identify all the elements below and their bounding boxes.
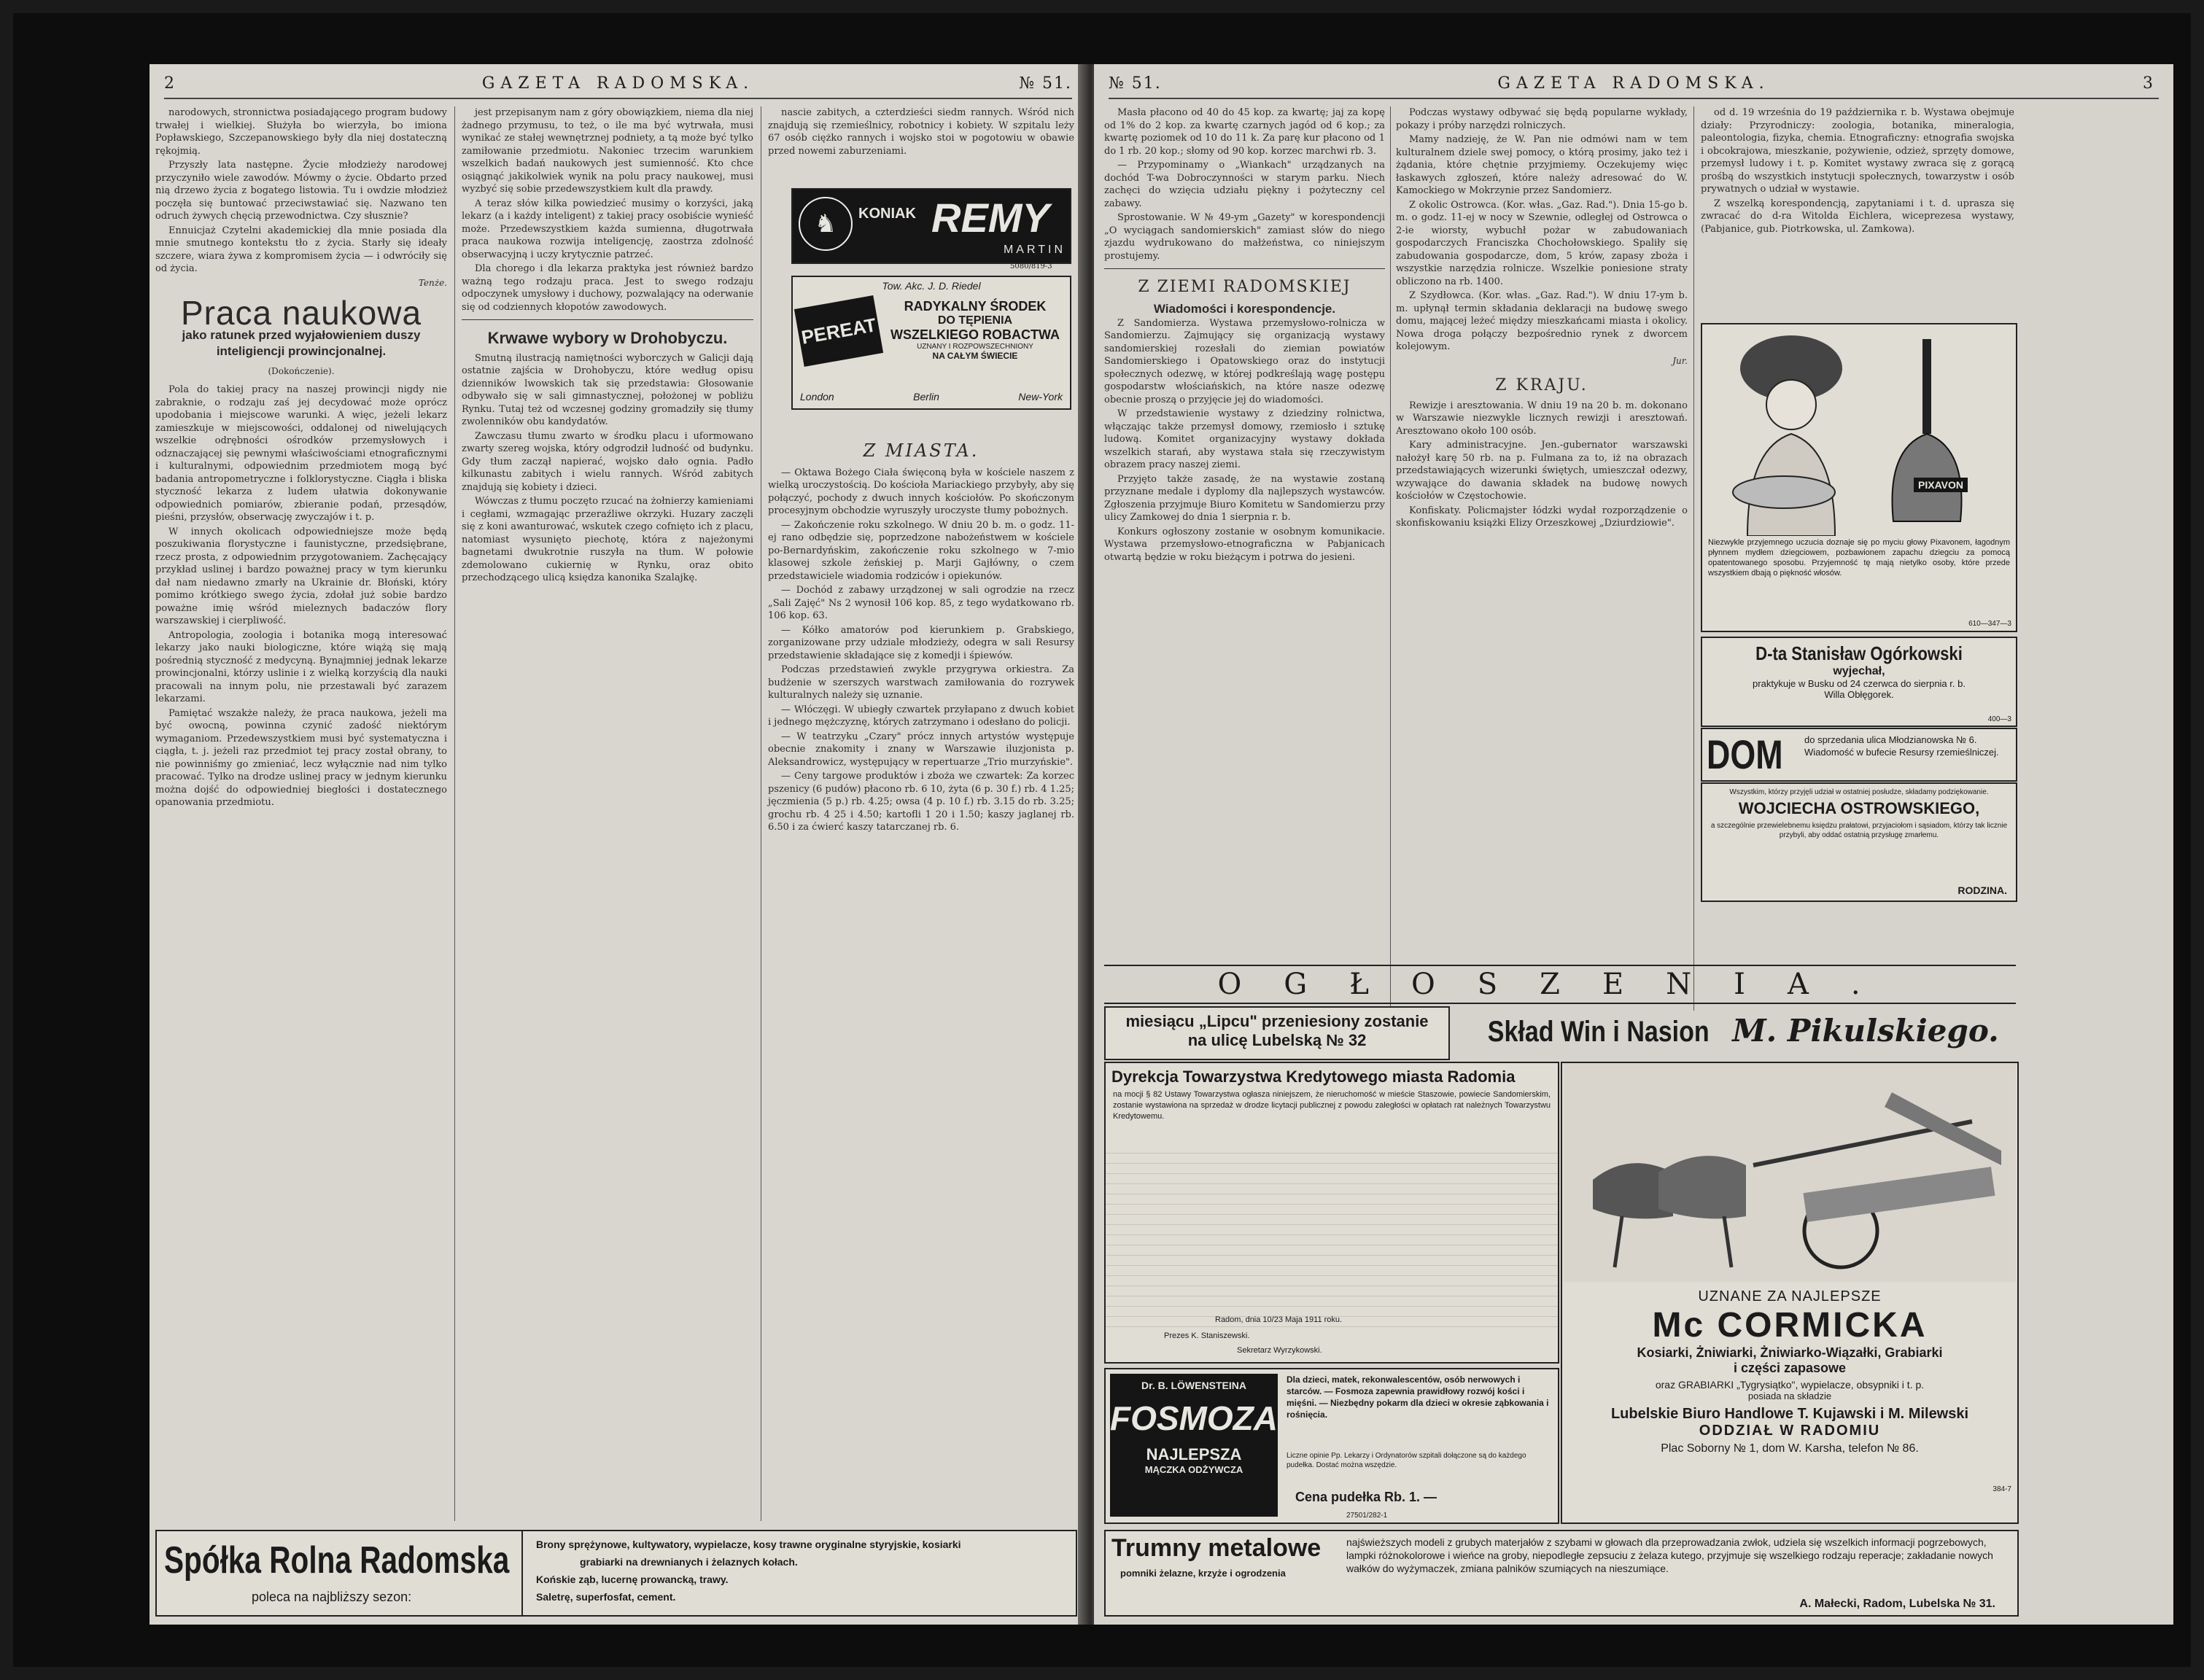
paragraph: Z Szydłowca. (Kor. włas. „Gaz. Rad."). W dniu 17-ym b. m. upłynął termin składania deklaracji na budowę swego domu, mającej leżeć między mieszkańcami miasta i okolicy. Nowa droga połączy bezpośrednio rynek z dworcem kolejowym. bbox=[1396, 290, 1688, 352]
pixavon-caption: Niezwykle przyjemnego uczucia doznaje się po myciu głowy Pixavonem, łagodnym płynnem mydłem dziegciowem, pozbawionem zapachu dziegciu za pomocą opatentowanego sposobu. Przyjemność tę mają nietylko osoby, które przede wszystkiem dbają o piękność włosów. bbox=[1708, 538, 2010, 578]
page-header bbox=[164, 74, 1072, 99]
paragraph: — W teatrzyku „Czary" prócz innych artystów występuje obecnie znakomity i znany w Warszawie iluzjonista p. Aleksandrowicz, występujący w repertuarze „Trio murzyńskie". bbox=[768, 731, 1074, 768]
fosmoza-brand: Dr. B. LÖWENSTEINA bbox=[1141, 1380, 1246, 1391]
column-2 bbox=[1396, 106, 1688, 1025]
newspaper-page-left bbox=[150, 64, 1087, 1625]
paragraph: Z wszelką korespondencją, zapytaniami i t. d. uprasza się zwracać do d-ra Witolda Eichlera, wiceprezesa wystawy, (Pabjanice, gub. Piotrkowska, ul. Zamkowa). bbox=[1701, 198, 2014, 235]
relocation-line: na ulicę Lubelską № 32 bbox=[1187, 1031, 1367, 1049]
credit-society-notice bbox=[1104, 1062, 1559, 1364]
ad-code: 400—3 bbox=[1987, 715, 2011, 723]
remy-sub: MARTIN bbox=[1003, 244, 1066, 256]
remy-martin-ad bbox=[791, 188, 1071, 264]
harvester-illustration bbox=[1564, 1063, 2016, 1282]
divider bbox=[462, 319, 753, 320]
spolka-rolna-ad bbox=[155, 1530, 1077, 1617]
notice-intro: Wszystkim, którzy przyjęli udział w ostatniej posłudze, składamy podziękowanie. bbox=[1729, 788, 1989, 796]
section-heading: Z ZIEMI RADOMSKIEJ bbox=[1138, 278, 1351, 296]
mccormick-address: Plac Soborny № 1, dom W. Karsha, telefon № 86. bbox=[1661, 1442, 1919, 1455]
relocation-line: miesiącu „Lipcu" przeniesiony zostanie bbox=[1125, 1012, 1429, 1030]
fosmoza-small: Liczne opinie Pp. Lekarzy i Ordynatorów szpitali dołączone są do każdego pudełka. Dostać można wszędzie. bbox=[1287, 1452, 1526, 1469]
announcements-banner: OGŁOSZENIA. bbox=[1104, 965, 2016, 1004]
page-header bbox=[1109, 74, 2159, 99]
paragraph: Z okolic Ostrowca. (Kor. włas. „Gaz. Rad."). Dnia 15-go b. m. o godz. 11-ej w nocy w Szewnie, odległej od Ostrowca o 2-ie wiorsty, wybuchł pożar w zabudowaniach gospodarczych Franciszka Chochołowskiego. Spaliły się zabudowania gospodarcze, dom, 5 krów, zapasy zboża i wszystkie narzędzia rolnicze. Wszelkie poniesione straty obliczono na rb. 1400. bbox=[1396, 199, 1688, 287]
notice-title: Dyrekcja Towarzystwa Kredytowego miasta Radomia bbox=[1111, 1068, 1516, 1086]
mccormick-name: Mc CORMICKA bbox=[1652, 1306, 1928, 1345]
ad-code: 610—347—3 bbox=[1968, 620, 2011, 628]
paragraph: — Oktawa Bożego Ciała święconą była w kościele naszem z wielką uroczystością. Do kościoła Mariackiego przybyły, aby się połączyć, pochody z dwuch innych kościołów. Po skończonym procesyjnym obchodzie wyruszyły uroczyste tłumy pobożnych. bbox=[768, 467, 1074, 516]
paragraph: — Kółko amatorów pod kierunkiem p. Grabskiego, zorganizowane przy udziale młodzieży, odegra w sali Resursy przedstawienie składające się z komedji i śpiewów. bbox=[768, 624, 1074, 661]
paragraph: narodowych, stronnictwa posiadającego program budowy trwałej i wielkiej. Służyła bo wierzyła, bo imiona Popławskiego, Szczepanowskiego były dla niej dostateczną rękojmią. bbox=[155, 107, 447, 157]
fosmoza-price: Cena pudełka Rb. 1. — bbox=[1295, 1490, 1437, 1504]
spolka-line: Saletrę, superfosfat, cement. bbox=[536, 1591, 676, 1603]
notice-sign: RODZINA. bbox=[1957, 884, 2007, 896]
trumny-firm: A. Małecki, Radom, Lubelska № 31. bbox=[1799, 1598, 1995, 1610]
doctor-line: wyjechał, bbox=[1833, 665, 1885, 677]
pereat-city: Berlin bbox=[913, 391, 939, 402]
notice-name: WOJCIECHA OSTROWSKIEGO, bbox=[1738, 799, 1980, 817]
paragraph: W przedstawienie wystawy z dziedziny rolnictwa, włączając także przemysł domowy, rzemiosło i sztukę ludową. Komitet organizacyjny wystawy dokłada wszelkich starań, aby wystawa stała się rzeczywistym obrazem pracy naszej ziemi. bbox=[1104, 408, 1385, 470]
remy-brand: KONIAK bbox=[858, 206, 916, 222]
column-2 bbox=[462, 106, 753, 1521]
column-rule bbox=[1390, 106, 1391, 1011]
paragraph: od d. 19 września do 19 października r. b. Wystawa obejmuje działy: Przyrodniczy: zoologia, botanika, mineralogia, paleontologia, fizyka, chemia. Etnograficzny: etnografia swojska i obcokrajowa, mieszkanie, pożywienie, odzież, sprzęty domowe, przemysł ludowy i t. p. Komitet wystawy zwraca się z gorącą prośbą do wszystkich instytucji społecznych, towarzystw i osób prywatnych o udział w wystawie. bbox=[1701, 107, 2014, 195]
paragraph: Konkurs ogłoszony zostanie w osobnym komunikacie. Wystawa przemysłowo-etnograficzna w Pabjanicach otwartą będzie w roku bieżącym i potrwa do jesieni. bbox=[1104, 526, 1385, 563]
mccormick-line: oraz GRABIARKI „Tygrysiątko", wypielacze, obsypniki i t. p. bbox=[1655, 1379, 1925, 1391]
paragraph: Podczas przedstawień zwykle przygrywa orkiestra. Za budżenie w szerszych warstwach zamiłowania do rozrywek kulturalnych należy się uznanie. bbox=[768, 664, 1074, 701]
remy-name: REMY bbox=[931, 195, 1049, 241]
relocation-ad bbox=[1104, 1006, 1450, 1060]
paragraph: Masła płacono od 40 do 45 kop. za kwartę; jaj za kopę od 1% do 2 kop. za kwartę czarnych jagód od 6 kop.; za kwartę poziomek od 10 do 11 k. Za parę kur płacono od 1 do 1 rb. 20 kop.; słomy od 90 kop. korzec marchwi rb. 3. bbox=[1104, 107, 1385, 157]
shop-name: Skład Win i Nasion bbox=[1488, 1016, 1710, 1048]
column-rule bbox=[1693, 106, 1694, 1011]
pixavon-ad bbox=[1701, 323, 2017, 632]
pereat-line: WSZELKIEGO ROBACTWA bbox=[890, 327, 1060, 342]
paragraph: Konfiskaty. Policmajster łódzki wydał rozporządzenie o skonfiskowaniu książki Elizy Orzeszkowej „Dziurdziowie". bbox=[1396, 505, 1688, 529]
doctor-line: praktykuje w Busku od 24 czerwca do sierpnia r. b. bbox=[1753, 678, 1966, 689]
paragraph: Ennuicjaż Czytelni akademickiej dla mnie posiada dla mnie smutnego kontekstu tło z życia. Starły się ideały szczere, wiara żywa z kompromisem życia — i odwróciły się od życia. bbox=[155, 225, 447, 274]
article-subheading: jako ratunek przed wyjałowieniem duszy inteligiencji prowincjonalnej. bbox=[182, 327, 421, 358]
section-heading: Z MIASTA. bbox=[863, 440, 979, 461]
notice-text: a szczególnie przewielebnemu księdzu prałatowi, przyjaciołom i sąsiadom, którzy tak licznie przybyli, aby oddać ostatnią przysługę zmarłemu. bbox=[1710, 822, 2008, 839]
fosmoza-text: Dla dzieci, matek, rekonwalescentów, osób nerwowych i starców. — Fosmoza zapewnia prawidłowy rozwój kości i mięśni. — Niezbędny pokarm dla dzieci w okresie ząbkowania i rośnięcia. bbox=[1287, 1374, 1549, 1420]
mccormick-ad bbox=[1561, 1062, 2019, 1524]
doctor-name: D-ta Stanisław Ogórkowski bbox=[1755, 642, 1963, 664]
notice-secretary: Sekretarz Wyrzykowski. bbox=[1237, 1346, 1322, 1355]
fosmoza-slogan: NAJLEPSZA bbox=[1146, 1445, 1242, 1463]
paragraph: Wówczas z tłumu poczęto rzucać na żołnierzy kamieniami i cegłami, wzmagając przeraźliwe okrzyki. Huzary zaczęli się z koni awanturować, wskutek czego cofnięto ich z placu, natomiast wysunięto piechotę, która z najeżonymi bagnetami dwukrotnie ruszyła na tłum. W połowie zdemolowano cukiernię w Rynku, oraz obito przechodzącego ulicą księdza kanonika Szalajkę. bbox=[462, 496, 753, 583]
column-rule bbox=[454, 106, 455, 1521]
paragraph: Pamiętać wszakże należy, że praca naukowa, jeżeli ma być owocną, powinna czynić zadość niektórym wymaganiom. Przedewszystkiem musi być systematyczna i ciągła, t. j. jeżeli raz przedmiot tej pracy został obrany, to nie powinniśmy go zmieniać, lecz wyłącznie nad nim tylko pracować. Tylko na drodze uslinej pracy w jednym kierunku można dojść do odpowiedniej biegłości i dostatecznego opanowania przedmiotu. bbox=[155, 707, 447, 808]
horse-logo-icon: ♞ bbox=[799, 197, 853, 251]
pereat-city: New-York bbox=[1018, 391, 1063, 402]
section-heading: Z KRAJU. bbox=[1495, 376, 1588, 394]
notice-prezes: Prezes K. Staniszewski. bbox=[1164, 1331, 1250, 1340]
continued-note: (Dokończenie). bbox=[268, 365, 335, 376]
divider bbox=[1104, 268, 1385, 269]
paragraph: Dla chorego i dla lekarza praktyka jest również bardzo ważną tego rodzaju praca. Jest to swego rodzaju odpoczynek umysłowy i duchowy, pozwalający na oderwanie się od codziennych kłopotów zawodowych. bbox=[462, 263, 753, 313]
pereat-line: NA CAŁYM ŚWIECIE bbox=[932, 351, 1018, 361]
paragraph: — Dochód z zabawy urządzonej w sali ogrodzie na rzecz „Sali Zajęć" Ns 2 wynosił 106 kop. 85, z tego wydatkowano rb. 106 kop. 63. bbox=[768, 585, 1074, 621]
masthead-title: GAZETA RADOMSKA. bbox=[1497, 74, 1770, 93]
notice-date: Radom, dnia 10/23 Maja 1911 roku. bbox=[1215, 1315, 1343, 1324]
page-number: 3 bbox=[2143, 74, 2159, 93]
shop-owner: M. Pikulskiego. bbox=[1732, 1013, 1999, 1049]
pereat-line: UZNANY I ROZPOWSZECHNIONY bbox=[917, 343, 1033, 351]
paragraph: Przyjęto także zasadę, że na wystawie zostaną przyznane medale i dyplomy dla najlepszych wystawców. Zgłoszenia przyjmuje Biuro Komitetu w Sandomierzu przy ulicy Zamkowej do dnia 1 sierpnia r. b. bbox=[1104, 473, 1385, 523]
paragraph: Pola do takiej pracy na naszej prowincji nigdy nie zabraknie, o rodzaju zaś jej decydować może oprócz upodobania i miejscowe warunki. A więc, jeżeli lekarz zamieszkuje w miejscowości, oddalonej od niwelujących wszelkie odrębności ośrodków przemysłowych i odznaczającej się pewnymi właściwościami etnograficznymi i kulturalnymi, odpowiednim przedmiotem mogą być badania antropometryczne i folklorystyczne. Ciągła i bliska styczność lekarza z ludem ułatwia dokonywanie odpowiednich pomiarów, zbieranie podań, przesądów, pieśni, przysłów, obserwację zwyczajów i t. p. bbox=[155, 384, 447, 523]
paragraph: Smutną ilustracją namiętności wyborczych w Galicji dają ostatnie zajścia w Drohobyczu, które według opisu dzienników lwowskich tak się przedstawia: Głosowanie odbywało się w sali gimnastycznej, położonej w pobliżu Rynku. Tutaj też od wczesnej godziny gromadziły się tłumy zwolenników obu kandydatów. bbox=[462, 352, 753, 427]
spolka-line: grabiarki na drewnianych i żelaznych kołach. bbox=[580, 1556, 798, 1568]
column-1 bbox=[155, 106, 447, 1521]
wine-shop-ad bbox=[1451, 1006, 2016, 1057]
paragraph: Z Sandomierza. Wystawa przemysłowo-rolnicza w Sandomierzu. Zajmujący się organizacją wystawy sandomierskiej rozesłali do ziemian powiatów Sandomierskiego i Opatowskiego oraz do instytucji społecznych odezwę, w której podkreślają wagę postępu gospodarstw włościańskich, na które nasze odezwę obecnie proszą o przyjęcie jej do wiadomości. bbox=[1104, 317, 1385, 405]
paragraph: A teraz słów kilka powiedzieć musimy o korzyści, jaką lekarz (a i każdy inteligent) z takiej pracy osobiście wynieść może. Przedewszystkiem każda sumienna, długotrwała praca naukowa rozwija inteligencję, zaostrza zdolność obserwacyjną i uczy krytycznie patrzeć. bbox=[462, 198, 753, 260]
paragraph: — Ceny targowe produktów i zboża we czwartek: Za korzec pszenicy (6 pudów) płacono rb. 6 10, żyta (6 p. 30 f.) rb. 4 1.25; jęczmienia (5 p.) rb. 4.25; owsa (4 p. 10 f.) rb. 3.15 do rb. 3.25; grochu rb. 4 25 i 4.50; kartofli 1 20 i 1.50; kaszy jaglanej rb. 6.50 i za ćwierć kaszy tatarczanej rb. 6. bbox=[768, 771, 1074, 833]
spolka-name: Spółka Rolna Radomska bbox=[164, 1539, 510, 1582]
trumny-sub: pomniki żelazne, krzyże i ogrodzenia bbox=[1120, 1568, 1286, 1579]
dom-text: do sprzedania ulica Młodzianowska № 6. Wiadomość w bufecie Resursy rzemieślniczej. bbox=[1804, 734, 1999, 758]
pereat-company: Tow. Akc. J. D. Riedel bbox=[882, 280, 981, 292]
paragraph: Antropologia, zoologia i botanika mogą interesować lekarzy jako nauki biologiczne, które wiążą się mają pośrednią styczność z medycyną. Bynajmniej jednak lekarze prowincjonalni, którzy uslinie i z wielką korzyścią dla nauki pracowali na innym polu, nie przestawali być zarazem lekarzami. bbox=[155, 629, 447, 704]
paragraph: Rewizje i aresztowania. W dniu 19 na 20 b. m. dokonano w Warszawie niezwykle licznych rewizji i aresztowań. Aresztowano około 100 osób. bbox=[1396, 400, 1688, 437]
masthead-title: GAZETA RADOMSKA. bbox=[481, 74, 755, 93]
article-heading: Praca naukowa bbox=[180, 294, 422, 332]
pereat-line: DO TĘPIENIA bbox=[937, 314, 1013, 327]
coffins-ad bbox=[1104, 1530, 2019, 1617]
mccormick-line: Kosiarki, Żniwiarki, Żniwiarko-Wiązałki, Grabiarki bbox=[1637, 1345, 1943, 1360]
paragraph: — Zakończenie roku szkolnego. W dniu 20 b. m. o godz. 11-ej rano odbędzie się, poprzedzone nabożeństwem w kościele po-Bernardyńskim, zakończenie roku szkolnego w 7-mio klasowej szkole żeńskiej p. Marji Gajłówny, o czem przedstawiciele wiadomia rodziców i opiekunów. bbox=[768, 519, 1074, 582]
pixavon-illustration bbox=[1704, 324, 2014, 536]
mccormick-line: posiada na składzie bbox=[1747, 1391, 1832, 1401]
mccormick-branch: ODDZIAŁ W RADOMIU bbox=[1699, 1423, 1881, 1439]
thanks-notice bbox=[1701, 782, 2017, 902]
pereat-city: London bbox=[800, 391, 834, 402]
signature: Tenże. bbox=[418, 277, 447, 288]
ad-code: 5080/819-3 bbox=[1010, 262, 1052, 271]
mccormick-line: i części zapasowe bbox=[1733, 1361, 1847, 1375]
paragraph: — Przypominamy o „Wiankach" urządzanych na dochód T-wa Dobroczynności w starym parku. Niech zachęci do wzięcia udziału piękny i pożyteczny cel zabawy. bbox=[1104, 160, 1385, 209]
paragraph: Zawczasu tłumu zwarto w środku placu i uformowano zwarty szereg wojska, który odgrodził ludność od budynku. Gdy tłum zaczął napierać, wojsko dało ognia. Padło kilkunastu zabitych i wielu rannych. Wśród zabitych znajdują się kobiety i dzieci. bbox=[462, 430, 753, 493]
spolka-sub: poleca na najbliższy sezon: bbox=[252, 1590, 412, 1604]
fosmoza-name: FOSMOZA bbox=[1110, 1399, 1278, 1437]
paragraph: Kary administracyjne. Jen.-gubernator warszawski nałożył karę 50 rb. na p. Fulmana za to, iż na obrazach przedstawiających wizerunki świętych, umieszczał odezwy, wzywające do dawania składek na budowę nowych kościołów w Częstochowie. bbox=[1396, 440, 1688, 502]
pereat-name: PEREAT bbox=[794, 295, 883, 367]
paragraph: Sprostowanie. W № 49-ym „Gazety" w korespondencji „O wyciągach sandomierskich" zamiast słów do niego zjazdu wydrukowano do małżeństwa, co niniejszym prostujemy. bbox=[1104, 212, 1385, 262]
dom-word: DOM bbox=[1707, 731, 1783, 777]
article-heading: Krwawe wybory w Drohobyczu. bbox=[487, 329, 728, 347]
ad-code: 384-7 bbox=[1992, 1485, 2011, 1493]
spolka-line: Końskie ząb, lucernę prowancką, trawy. bbox=[536, 1574, 729, 1585]
trumny-title: Trumny metalowe bbox=[1111, 1534, 1322, 1562]
signature: Jur. bbox=[1672, 355, 1688, 366]
house-sale-ad bbox=[1701, 728, 2017, 782]
newspaper-page-right bbox=[1094, 64, 2173, 1625]
trumny-text: najświeższych modeli z grubych materjałów z szybami w głowach dla przeprowadzania zwłok, udziela się wszelkich informacji pogrzebowych, lampki różnokolorowe i wieńce na groby, niepodległe zepsuciu z żelaza kutego, przyjmuje się wszelkiego rodzaju reperacje; zakładanie nowych wałków do wyżymaczek, zmiana palników szumiących na nieszumiące. bbox=[1346, 1536, 1993, 1574]
paragraph: nascie zabitych, a czterdzieści siedm rannych. Wśród nich znajdują się rzemieślnicy, robotnicy i kobiety. W szpitalu leży 67 osób ciężko rannych i wojsko stoi w pogotowiu w obawie przed nowemi zaburzeniami. bbox=[768, 107, 1074, 157]
issue-number: № 51. bbox=[1109, 74, 1162, 93]
page-number: 2 bbox=[164, 74, 180, 93]
column-1 bbox=[1104, 106, 1385, 1025]
issue-number: № 51. bbox=[1019, 74, 1072, 93]
paragraph: Mamy nadzieję, że W. Pan nie odmówi nam w tem kulturalnem dziele swej pomocy, o którą prosimy, jako też i żądania, które chętnie przyjmiemy. Oczekujemy więc łaskawych zgłoszeń, które należy adresować do W. Kamockiego w Mokrzynie przez Sandomierz. bbox=[1396, 134, 1688, 196]
paragraph: Przyszły lata następne. Życie młodzieży narodowej przyczyniło wiele zawodów. Mówmy o życie. Obdarto przed nią drzewo życia z bogatego listowia. Tu i owdzie młodzież poczęła się buntować przeciwstawiać się. Nazwano ten odruch żywych chęcią przewodnictwa. Czy słusznie? bbox=[155, 160, 447, 222]
fosmoza-ad bbox=[1104, 1368, 1559, 1524]
mccormick-firm: Lubelskie Biuro Handlowe T. Kujawski i M. Milewski bbox=[1610, 1406, 1969, 1422]
mccormick-top: UZNANE ZA NAJLEPSZE bbox=[1698, 1288, 1882, 1304]
pereat-line: RADYKALNY ŚRODEK bbox=[904, 299, 1047, 314]
spolka-line: Brony sprężynowe, kultywatory, wypielacze, kosy trawne oryginalne styryjskie, kosiarki bbox=[536, 1539, 961, 1550]
section-subheading: Wiadomości i korespondencje. bbox=[1153, 301, 1336, 316]
pereat-ad bbox=[791, 276, 1071, 410]
pixavon-label: PIXAVON bbox=[1914, 478, 1968, 492]
paragraph: jest przepisanym nam z góry obowiązkiem, niema dla niej żadnego przymusu, to też, o ile ma być wytrwała, musi wynikać ze stałej wewnętrznej podniety, a tą może być tylko zamiłowanie przedmiotu. Nakoniec trzecim warunkiem wszelkich badań naukowych jest sumienność. Kto chce osiągnąć jakikolwiek wynik na polu pracy naukowej, musi wyzbyć się sobie przedewszystkiem kult dla prawdy. bbox=[462, 107, 753, 195]
paragraph: W innych okolicach odpowiedniejsze może będą poszukiwania florystyczne i faunistyczne, przedsiębrane, rzecz prosta, z odpowiednim przygotowaniem. Zachęcający przykład uslinej i bardzo poważnej pracy w tym kierunku dał nam niedawno zmarły na Ukrainie dr. Błoński, który pomimo krótkiego swego życia, zdołał już sobie bardzo poważne imię wśród mieleznych badaczów flory warszawskiej i cierpliwość. bbox=[155, 526, 447, 626]
paragraph: Podczas wystawy odbywać się będą popularne wykłady, pokazy i próby narzędzi rolniczych. bbox=[1396, 107, 1688, 131]
doctor-ad bbox=[1701, 637, 2017, 727]
notice-text: na mocji § 82 Ustawy Towarzystwa ogłasza niniejszem, że nieruchomość w mieście Staszowie, powiecie Sandomierskim, zostanie wystawiona na sprzedaż w drodze licytacji publicznej z powodu zaległości w opłatach rat należnych Towarzystwu Kredytowemu. bbox=[1113, 1090, 1551, 1121]
paragraph: — Włóczęgi. W ubiegły czwartek przyłapano z dwuch kobiet i jednego mężczyznę, których zatrzymano i odesłano do policji. bbox=[768, 704, 1074, 728]
fosmoza-slogan: MĄCZKA ODŻYWCZA bbox=[1144, 1464, 1243, 1475]
doctor-line: Willa Obłęgorek. bbox=[1824, 689, 1894, 700]
ad-code: 27501/282-1 bbox=[1346, 1512, 1388, 1520]
